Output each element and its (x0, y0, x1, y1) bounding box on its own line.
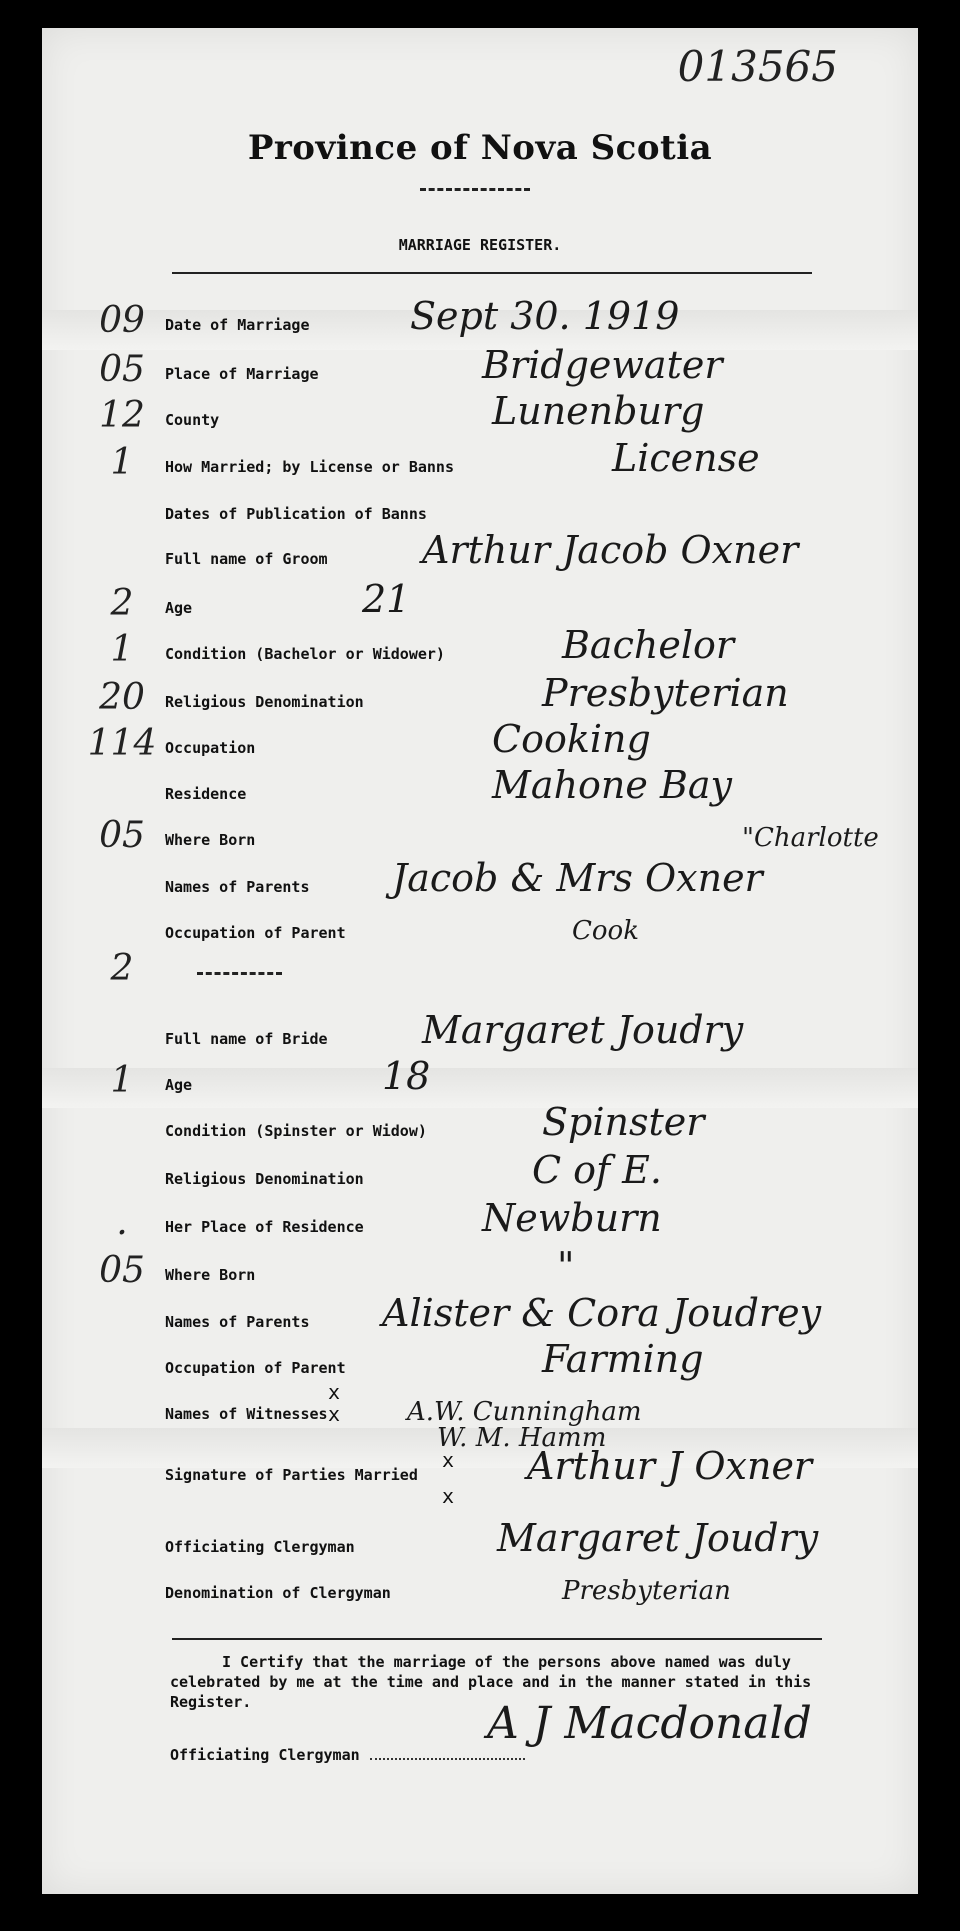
row-code: 2 (110, 948, 134, 989)
field-value: Presbyterian (542, 671, 789, 715)
field-value: W. M. Hamm (437, 1423, 607, 1453)
field-label: Date of Marriage (165, 316, 310, 334)
officiating-clergyman-label: Officiating Clergyman (170, 1746, 360, 1764)
row-code: . (116, 1202, 128, 1243)
field-label: Signature of Parties Married (165, 1466, 418, 1484)
document-number: 013565 (677, 42, 838, 91)
field-label: How Married; by License or Banns (165, 458, 454, 476)
field-value: Alister & Cora Joudrey (382, 1291, 822, 1335)
field-label: Occupation (165, 739, 256, 757)
field-value: License (612, 436, 760, 480)
party-mark: x (442, 1484, 455, 1508)
field-value: Sept 30. 1919 (410, 294, 680, 338)
field-label: Age (165, 1076, 193, 1094)
field-value: Presbyterian (562, 1576, 731, 1606)
register-row (42, 1196, 918, 1258)
field-label: Place of Marriage (165, 365, 319, 383)
field-label: Residence (165, 785, 247, 803)
field-value: Margaret Joudry (422, 1008, 744, 1052)
row-code: 05 (99, 1250, 145, 1291)
register-row (42, 948, 918, 1004)
field-label: Age (165, 599, 193, 617)
register-row (42, 436, 918, 498)
heading-rule (172, 272, 812, 274)
title-divider (420, 188, 530, 191)
register-row (42, 1148, 918, 1210)
register-row (42, 1337, 918, 1399)
register-heading: MARRIAGE REGISTER. (398, 236, 562, 254)
field-label: Officiating Clergyman (165, 1538, 355, 1556)
field-value: Cook (572, 916, 639, 946)
field-value: Jacob & Mrs Oxner (392, 856, 763, 900)
field-label: Full name of Bride (165, 1030, 328, 1048)
field-value: Lunenburg (492, 389, 705, 433)
field-value: Farming (542, 1337, 704, 1381)
field-value: "Charlotte (742, 823, 879, 853)
field-value: Arthur J Oxner (527, 1444, 813, 1488)
field-label: Condition (Spinster or Widow) (165, 1122, 427, 1140)
field-value: Cooking (492, 717, 651, 761)
register-row (42, 717, 918, 779)
form-end-rule (172, 1638, 822, 1640)
field-value: Spinster (542, 1100, 705, 1144)
clergyman-signature: A J Macdonald (487, 1698, 812, 1749)
witness-mark: x (328, 1380, 341, 1404)
row-code: 1 (110, 442, 134, 483)
field-value: 21 (362, 577, 411, 621)
row-code: 114 (87, 723, 157, 764)
register-row (42, 1008, 918, 1070)
field-label: Names of Parents (165, 878, 310, 896)
field-label: Where Born (165, 831, 256, 849)
field-value: " (557, 1244, 575, 1288)
register-row (42, 294, 918, 356)
register-row (42, 1291, 918, 1353)
groom-bride-divider (197, 972, 282, 975)
field-value: Bachelor (562, 623, 735, 667)
register-row (42, 528, 918, 590)
field-value: Mahone Bay (492, 763, 733, 807)
field-label: Her Place of Residence (165, 1218, 364, 1236)
register-row (42, 916, 918, 964)
field-label: Religious Denomination (165, 1170, 364, 1188)
certification-text: I Certify that the marriage of the persons above named was duly celebrated by me at the time and place and in the manner stated in this Register. (170, 1653, 812, 1711)
field-value: A.W. Cunningham (407, 1397, 642, 1427)
field-value: Arthur Jacob Oxner (422, 528, 799, 572)
register-row (42, 1576, 918, 1624)
register-page (42, 28, 918, 1894)
row-code: 2 (110, 583, 134, 624)
field-value: Newburn (482, 1196, 662, 1240)
field-label: Where Born (165, 1266, 256, 1284)
row-code: 05 (99, 815, 145, 856)
row-code: 09 (99, 300, 145, 341)
field-label: Names of Parents (165, 1313, 310, 1331)
row-code: 20 (99, 677, 145, 718)
row-code: 05 (99, 349, 145, 390)
field-label: County (165, 411, 220, 429)
field-label: Denomination of Clergyman (165, 1584, 391, 1602)
field-label: Full name of Groom (165, 550, 328, 568)
field-label: Occupation of Parent (165, 924, 346, 942)
row-code: 1 (110, 629, 134, 670)
field-label: Occupation of Parent (165, 1359, 346, 1377)
field-label: Religious Denomination (165, 693, 364, 711)
field-value: C of E. (532, 1148, 662, 1192)
row-code: 12 (99, 395, 145, 436)
field-label: Dates of Publication of Banns (165, 505, 427, 523)
field-value: 18 (382, 1054, 431, 1098)
register-row (42, 763, 918, 825)
register-row (42, 1054, 918, 1116)
field-label: Condition (Bachelor or Widower) (165, 645, 445, 663)
signature-dotted-line (370, 1758, 525, 1760)
field-value: Bridgewater (482, 343, 723, 387)
field-label: Names of Witnesses (165, 1405, 328, 1423)
party-mark: x (442, 1448, 455, 1472)
register-row (42, 671, 918, 733)
register-row (42, 343, 918, 405)
register-row (42, 1516, 918, 1578)
row-code: 1 (110, 1060, 134, 1101)
register-row (42, 856, 918, 918)
register-row (42, 577, 918, 639)
register-row (42, 1100, 918, 1162)
register-row (42, 389, 918, 451)
witness-mark: x (328, 1402, 341, 1426)
page-title: Province of Nova Scotia (247, 128, 713, 168)
field-value: Margaret Joudry (497, 1516, 819, 1560)
